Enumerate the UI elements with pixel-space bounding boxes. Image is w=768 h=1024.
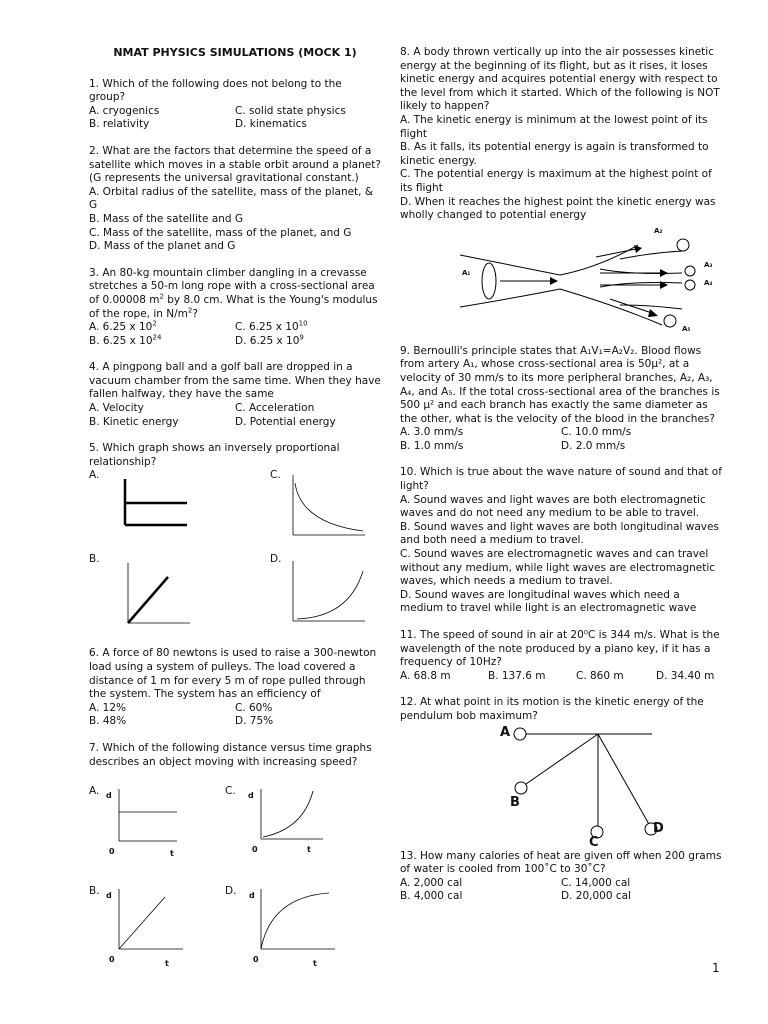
point-b: B	[510, 794, 520, 810]
question-10	[400, 466, 722, 616]
axis-label: d	[106, 891, 112, 901]
option: C. 60%	[235, 701, 273, 714]
graph-label: C.	[270, 469, 281, 482]
option: A. 2,000 cal	[400, 876, 463, 889]
option: D. When it reaches the highest point the kinetic energy was wholly changed to potential energy	[400, 195, 716, 222]
artery-branches	[400, 227, 700, 339]
graph-label: B.	[89, 553, 100, 566]
question-5	[89, 442, 381, 641]
label-a5: A₅	[682, 324, 691, 333]
question-6	[89, 647, 381, 729]
question-11	[400, 629, 722, 683]
option: A. 12%	[89, 701, 127, 714]
option: B. 6.25 x $10^{24}$	[89, 333, 162, 347]
left-column	[89, 46, 381, 986]
graph-d	[287, 559, 367, 625]
option: A. 68.8 m	[400, 669, 451, 682]
option: B. 137.6 m	[488, 669, 546, 682]
question-stem: 3. An 80-kg mountain climber dangling in a crevasse stretches a 50-m long rope with a cross-sectional area of 0.00008 $m^2$ by 8.0 cm. What is the Young's modulus of the rope, in $N/m^2$?	[89, 266, 378, 320]
graph-label: D.	[225, 885, 237, 898]
option: D. 2.0 mm/s	[561, 439, 626, 452]
option: D. Mass of the planet and G	[89, 240, 236, 253]
label-a3: A₃	[704, 260, 713, 269]
question-stem: 13. How many calories of heat are given off when 200 grams of water is cooled from 100˚C to 30˚C?	[400, 849, 722, 876]
option: A. 3.0 mm/s	[400, 426, 464, 439]
question-stem: 7. Which of the following distance versus time graphs describes an object moving with increasing speed?	[89, 742, 372, 768]
graph-label: D.	[270, 553, 282, 566]
option: C. Acceleration	[235, 402, 315, 415]
question-stem: 10. Which is true about the wave nature of sound and that of light?	[400, 466, 722, 493]
question-1	[89, 78, 381, 132]
option: C. 860 m	[576, 669, 624, 682]
question-12	[400, 696, 722, 850]
graph-b	[122, 561, 192, 627]
option: A. Orbital radius of the satellite, mass of the planet, & G	[89, 185, 374, 212]
point-c: C	[589, 834, 599, 850]
axis-label: d	[248, 791, 254, 801]
option: D. Sound waves are longitudinal waves which need a medium to travel while light is an electromagnetic wave	[400, 588, 697, 615]
question-stem: 5. Which graph shows an inversely proportional relationship?	[89, 442, 340, 468]
option: B. 1.0 mm/s	[400, 439, 464, 452]
page-number: 1	[712, 961, 720, 975]
option: B. 4,000 cal	[400, 890, 463, 903]
graph-label: B.	[89, 885, 100, 898]
graph-a	[119, 475, 189, 535]
option: C. solid state physics	[235, 104, 346, 117]
option: D. kinematics	[235, 118, 307, 131]
option: D. Potential energy	[235, 415, 336, 428]
option: C. Mass of the satellite, mass of the planet, and G	[89, 226, 352, 239]
option: A. cryogenics	[89, 104, 160, 117]
question-2	[89, 145, 381, 254]
label-a1: A₁	[462, 268, 471, 277]
question-stem: 2. What are the factors that determine the speed of a satellite which moves in a stable orbit around a planet? (G represents the universal gravitational constant.)	[89, 144, 381, 185]
option: C. 6.25 x $10^{10}$	[235, 319, 308, 334]
question-stem: 1. Which of the following does not belong to the group?	[89, 77, 342, 104]
label-a4: A₄	[704, 278, 713, 287]
artery-diagram	[400, 227, 722, 345]
option: B. relativity	[89, 118, 150, 131]
page-title: NMAT PHYSICS SIMULATIONS (MOCK 1)	[113, 46, 357, 59]
axis-origin: 0	[252, 845, 258, 855]
question-stem: 9. Bernoulli's principle states that A₁V₁=A₂V₂. Blood flows from artery A₁, whose cross-sectional area is 50μ², at a velocity of 30 mm/s to its more peripheral branches, A₂, A₃, A₄, and A₅. If the total cross-sectional area of the branches is 500 μ² and each branch has exactly the same diameter as the other, what is the velocity of the blood in the branches?	[400, 344, 720, 425]
point-d: D	[653, 820, 664, 836]
axis-label: t	[170, 849, 174, 859]
question-stem: 12. At what point in its motion is the kinetic energy of the pendulum bob maximum?	[400, 696, 704, 722]
option: D. 75%	[235, 715, 274, 728]
axis-label: d	[249, 891, 255, 901]
pendulum	[490, 724, 670, 840]
question-stem: 11. The speed of sound in air at 20⁰C is 344 m/s. What is the wavelength of the note produced by a piano key, if it has a frequency of 10Hz?	[400, 629, 720, 669]
question-stem: 6. A force of 80 newtons is used to raise a 300-newton load using a system of pulleys. The load covered a distance of 1 m for every 5 m of rope pulled through the system. The system has an efficiency of	[89, 647, 377, 701]
question-stem: 8. A body thrown vertically up into the air possesses kinetic energy at the beginning of its flight, but as it rises, it loses kinetic energy and acquires potential energy with respect to the level from which it started. Which of the following is NOT likely to happen?	[400, 46, 720, 113]
question-8	[400, 46, 722, 223]
option: A. The kinetic energy is minimum at the lowest point of its flight	[400, 113, 708, 140]
option: A. Velocity	[89, 402, 144, 415]
graph-label: C.	[225, 785, 236, 798]
graph-c	[257, 789, 327, 851]
question-4	[89, 361, 381, 429]
graph-a	[115, 789, 185, 851]
option: D. 6.25 x $10^9$	[235, 333, 304, 347]
option: A. 6.25 x $10^2$	[89, 319, 157, 334]
question-7	[89, 742, 381, 973]
option: B. Mass of the satellite and G	[89, 212, 244, 225]
right-column	[400, 46, 722, 917]
question-13	[400, 850, 722, 904]
option: C. The potential energy is maximum at the highest point of its flight	[400, 168, 712, 194]
option: C. 14,000 cal	[561, 876, 631, 889]
point-a: A	[500, 724, 511, 740]
option: B. 48%	[89, 715, 127, 728]
question-stem: 4. A pingpong ball and a golf ball are dropped in a vacuum chamber from the same time. When they have fallen halfway, they have the same	[89, 361, 381, 401]
axis-origin: 0	[253, 955, 259, 965]
axis-label: t	[307, 845, 311, 855]
option: D. 20,000 cal	[561, 890, 631, 903]
graph-b	[115, 889, 185, 951]
axis-origin: 0	[109, 847, 115, 857]
question-3	[89, 267, 381, 349]
axis-label: d	[106, 791, 112, 801]
question-9	[400, 345, 722, 454]
option: C. Sound waves are electromagnetic waves and can travel without any medium, while light waves are electromagnetic waves, which needs a medium to travel.	[400, 548, 716, 588]
option: B. Sound waves and light waves are both longitudinal waves and both need a medium to travel.	[400, 520, 719, 547]
option: C. 10.0 mm/s	[561, 426, 632, 439]
option: D. 34.40 m	[656, 669, 715, 682]
graph-d	[257, 889, 337, 951]
axis-origin: 0	[109, 955, 115, 965]
axis-label: t	[313, 959, 317, 969]
graph-label: A.	[89, 785, 100, 798]
graph-label: A.	[89, 469, 100, 482]
label-a2: A₂	[654, 226, 663, 235]
graph-c	[287, 473, 367, 539]
axis-label: t	[165, 959, 169, 969]
option: B. As it falls, its potential energy is again is transformed to kinetic energy.	[400, 141, 709, 167]
option: B. Kinetic energy	[89, 415, 179, 428]
pendulum-diagram	[400, 724, 722, 850]
option: A. Sound waves and light waves are both electromagnetic waves and do not need any medium to be able to travel.	[400, 493, 706, 520]
